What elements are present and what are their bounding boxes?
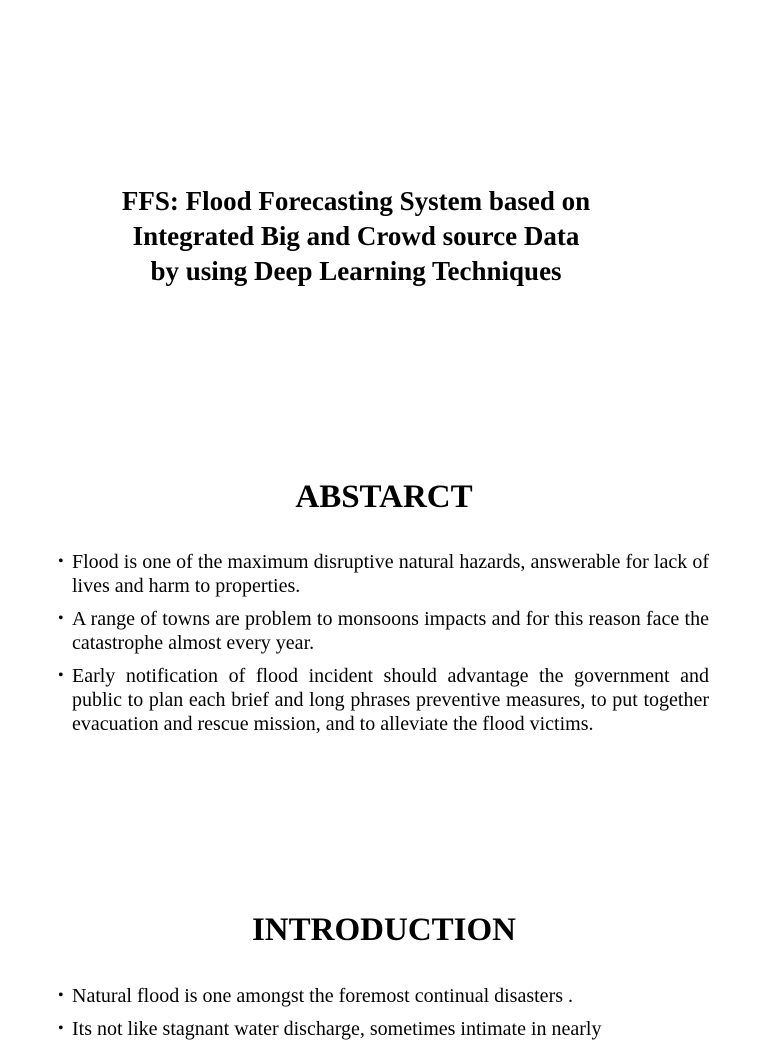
list-item: • Natural flood is one amongst the foremost continual disasters . [72, 984, 709, 1008]
title-line: FFS: Flood Forecasting System based on [121, 186, 591, 216]
abstract-heading: ABSTARCT [295, 479, 473, 515]
abstract-list [0, 550, 768, 745]
list-item: • Flood is one of the maximum disruptive natural hazards, answerable for lack of lives and harm to properties. [72, 550, 709, 598]
list-item: • Early notification of flood incident should advantage the government and public to plan each brief and long phrases preventive measures, to put together evacuation and rescue mission, and to alleviate the flood victims. [72, 664, 709, 736]
title-line: by using Deep Learning Techniques [150, 256, 562, 286]
document-title [40, 184, 672, 289]
list-item: • Its not like stagnant water discharge, sometimes intimate in nearly [72, 1017, 709, 1041]
introduction-list [0, 984, 768, 1050]
list-item: • A range of towns are problem to monsoons impacts and for this reason face the catastrophe almost every year. [72, 607, 709, 655]
title-line: Integrated Big and Crowd source Data [132, 221, 580, 251]
introduction-heading: INTRODUCTION [251, 912, 517, 948]
